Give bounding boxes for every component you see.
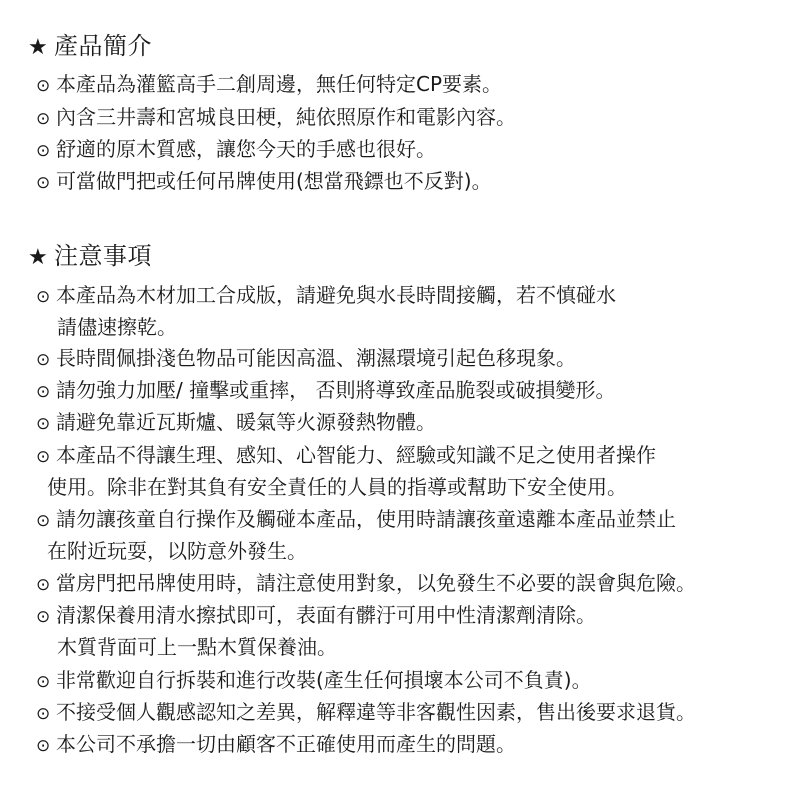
notes-item-text: 本產品不得讓生理、感知、心智能力、經驗或知識不足之使用者操作 [56, 443, 656, 467]
circle-dot-bullet-icon: ⊙ [36, 447, 51, 467]
intro-heading-text: 產品簡介 [54, 32, 152, 60]
circle-dot-bullet-icon: ⊙ [36, 672, 51, 692]
star-icon: ★ [28, 245, 49, 270]
notes-item [36, 505, 676, 535]
notes-item-text: 清潔保養用清水擦拭即可，表面有髒汙可用中性清潔劑清除。 [56, 603, 596, 627]
circle-dot-bullet-icon: ⊙ [36, 173, 51, 193]
intro-item-text: 本產品為灌籃高手二創周邊，無任何特定CP要素。 [56, 72, 503, 96]
notes-item-continuation: 請儘速擦乾。 [57, 315, 177, 339]
notes-item [36, 441, 656, 471]
circle-dot-bullet-icon: ⊙ [36, 704, 51, 724]
intro-item [36, 167, 492, 197]
circle-dot-bullet-icon: ⊙ [36, 287, 51, 307]
circle-dot-bullet-icon: ⊙ [36, 350, 51, 370]
notes-item-text: 當房門把吊牌使用時，請注意使用對象，以免發生不必要的誤會與危險。 [56, 571, 696, 595]
notes-item-text: 非常歡迎自行拆裝和進行改裝(產生任何損壞本公司不負責)。 [56, 668, 592, 692]
notes-item [36, 666, 592, 696]
circle-dot-bullet-icon: ⊙ [36, 76, 51, 96]
intro-item [36, 103, 516, 133]
notes-item [36, 569, 696, 599]
circle-dot-bullet-icon: ⊙ [36, 511, 51, 531]
intro-item [36, 135, 436, 165]
notes-item-text: 不接受個人觀感認知之差異，解釋違等非客觀性因素，售出後要求退貨。 [56, 700, 696, 724]
notes-item [36, 281, 616, 311]
notes-item [36, 376, 615, 406]
circle-dot-bullet-icon: ⊙ [36, 382, 51, 402]
intro-item-text: 可當做門把或任何吊牌使用(想當飛鏢也不反對)。 [56, 169, 492, 193]
notes-heading-text: 注意事項 [54, 242, 152, 270]
notes-item-continuation: 在附近玩耍，以防意外發生。 [47, 539, 307, 563]
notes-item-text: 請勿讓孩童自行操作及觸碰本產品，使用時請讓孩童遠離本產品並禁止 [56, 507, 676, 531]
intro-item [36, 70, 502, 100]
notes-item-text: 本公司不承擔一切由顧客不正確使用而產生的問題。 [56, 732, 516, 756]
notes-item-text: 本產品為木材加工合成版，請避免與水長時間接觸，若不慎碰水 [56, 283, 616, 307]
notes-item-text: 請勿強力加壓/ 撞擊或重摔， 否則將導致產品脆裂或破損變形。 [56, 378, 616, 402]
intro-item-text: 內含三井壽和宮城良田梗，純依照原作和電影內容。 [56, 105, 516, 129]
circle-dot-bullet-icon: ⊙ [36, 109, 51, 129]
circle-dot-bullet-icon: ⊙ [36, 414, 51, 434]
circle-dot-bullet-icon: ⊙ [36, 736, 51, 756]
notes-item [36, 601, 596, 631]
circle-dot-bullet-icon: ⊙ [36, 607, 51, 627]
notes-heading [28, 241, 152, 273]
notes-item [36, 408, 436, 438]
circle-dot-bullet-icon: ⊙ [36, 141, 51, 161]
star-icon: ★ [28, 35, 49, 60]
notes-item-continuation: 使用。除非在對其負有安全責任的人員的指導或幫助下安全使用。 [47, 475, 627, 499]
notes-item [36, 344, 576, 374]
notes-item-text: 請避免靠近瓦斯爐、暖氣等火源發熱物體。 [56, 410, 436, 434]
notes-item [36, 698, 696, 728]
circle-dot-bullet-icon: ⊙ [36, 575, 51, 595]
intro-heading [28, 31, 152, 63]
intro-item-text: 舒適的原木質感，讓您今天的手感也很好。 [56, 137, 436, 161]
notes-item-continuation: 木質背面可上一點木質保養油。 [57, 635, 337, 659]
notes-item [36, 730, 516, 760]
notes-item-text: 長時間佩掛淺色物品可能因高溫、潮濕環境引起色移現象。 [56, 346, 576, 370]
